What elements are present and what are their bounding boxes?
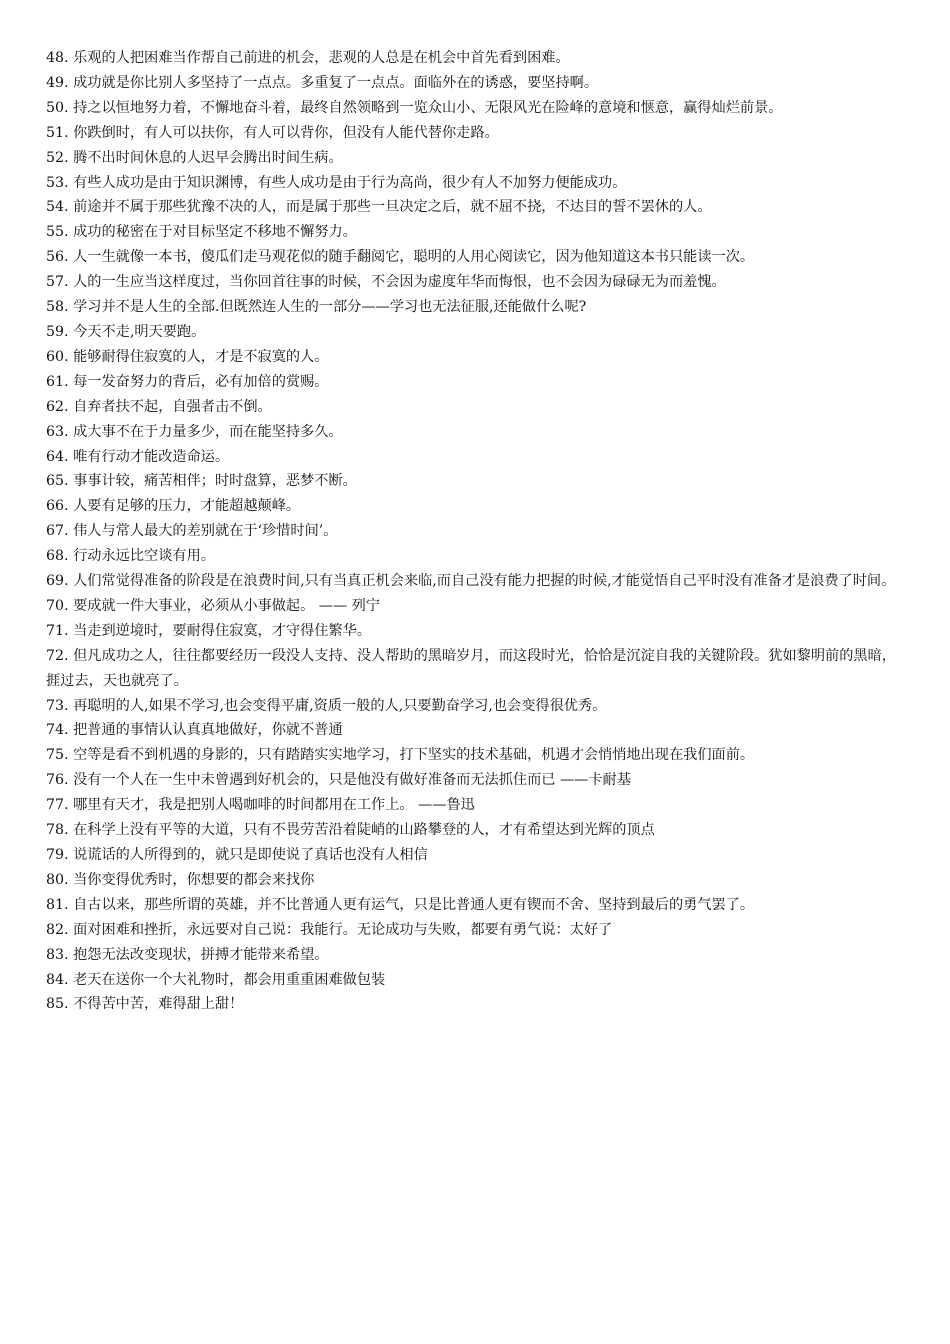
quote-83: 83. 抱怨无法改变现状，拼搏才能带来希望。: [46, 946, 329, 963]
quote-58: 58. 学习并不是人生的全部.但既然连人生的一部分——学习也无法征服,还能做什么呢?: [46, 299, 587, 316]
quote-81: 81. 自古以来，那些所谓的英雄，并不比普通人更有运气，只是比普通人更有锲而不舍、坚持到最后的勇气罢了。: [46, 896, 755, 913]
quote-72: 72. 但凡成功之人，往往都要经历一段没人支持、没人帮助的黑暗岁月，而这段时光，恰恰是沉淀自我的关键阶段。犹如黎明前的黑暗，捱过去，天也就亮了。: [46, 647, 896, 689]
quote-61: 61. 每一发奋努力的背后，必有加倍的赏赐。: [46, 373, 329, 390]
quote-70: 70. 要成就一件大事业，必须从小事做起。 —— 列宁: [46, 597, 381, 614]
quote-53: 53. 有些人成功是由于知识渊博，有些人成功是由于行为高尚，很少有人不加努力便能成功。: [46, 174, 627, 191]
quote-list: [46, 46, 908, 1017]
quote-71: 71. 当走到逆境时，要耐得住寂寞，才守得住繁华。: [46, 622, 372, 639]
quote-52: 52. 腾不出时间休息的人迟早会腾出时间生病。: [46, 149, 343, 166]
quote-69: 69. 人们常觉得准备的阶段是在浪费时间,只有当真正机会来临,而自己没有能力把握的时候,才能觉悟自己平时没有准备才是浪费了时间。: [46, 573, 896, 590]
quote-75: 75. 空等是看不到机遇的身影的，只有踏踏实实地学习，打下坚实的技术基础，机遇才会悄悄地出现在我们面前。: [46, 747, 755, 764]
quote-56: 56. 人一生就像一本书，傻瓜们走马观花似的随手翻阅它，聪明的人用心阅读它，因为他知道这本书只能读一次。: [46, 249, 755, 266]
quote-73: 73. 再聪明的人,如果不学习,也会变得平庸,资质一般的人,只要勤奋学习,也会变得很优秀。: [46, 697, 607, 714]
quote-55: 55. 成功的秘密在于对目标坚定不移地不懈努力。: [46, 224, 357, 241]
quote-84: 84. 老天在送你一个大礼物时，都会用重重困难做包装: [46, 971, 386, 988]
quote-76: 76. 没有一个人在一生中未曾遇到好机会的，只是他没有做好准备而无法抓住而已 ——卡耐基: [46, 772, 631, 789]
quote-66: 66. 人要有足够的压力，才能超越颠峰。: [46, 498, 301, 515]
quote-67: 67. 伟人与常人最大的差别就在于‘珍惜时间’。: [46, 523, 338, 540]
quote-85: 85. 不得苦中苦，难得甜上甜！: [46, 996, 244, 1013]
quote-50: 50. 持之以恒地努力着，不懈地奋斗着，最终自然领略到一览众山小、无限风光在险峰的意境和惬意，赢得灿烂前景。: [46, 99, 783, 116]
quote-62: 62. 自弃者扶不起，自强者击不倒。: [46, 398, 272, 415]
quote-65: 65. 事事计较，痛苦相伴；时时盘算，恶梦不断。: [46, 473, 357, 490]
quote-82: 82. 面对困难和挫折，永远要对自己说：我能行。无论成功与失败，都要有勇气说：太好了: [46, 921, 613, 938]
quote-79: 79. 说谎话的人所得到的，就只是即使说了真话也没有人相信: [46, 847, 428, 863]
quote-48: 48. 乐观的人把困难当作帮自己前进的机会，悲观的人总是在机会中首先看到困难。: [46, 50, 570, 66]
quote-54: 54. 前途并不属于那些犹豫不决的人，而是属于那些一旦决定之后，就不屈不挠，不达目的誓不罢休的人。: [46, 199, 712, 216]
quote-64: 64. 唯有行动才能改造命运。: [46, 448, 230, 465]
quote-49: 49. 成功就是你比别人多坚持了一点点。多重复了一点点。面临外在的诱惑，要坚持啊。: [46, 74, 599, 91]
quote-80: 80. 当你变得优秀时，你想要的都会来找你: [46, 871, 315, 888]
quote-60: 60. 能够耐得住寂寞的人，才是不寂寞的人。: [46, 348, 329, 365]
quote-78: 78. 在科学上没有平等的大道，只有不畏劳苦沿着陡峭的山路攀登的人，才有希望达到光辉的顶点: [46, 822, 655, 839]
quote-51: 51. 你跌倒时，有人可以扶你，有人可以背你，但没有人能代替你走路。: [46, 124, 499, 141]
quote-68: 68. 行动永远比空谈有用。: [46, 548, 215, 565]
quote-77: 77. 哪里有天才，我是把别人喝咖啡的时间都用在工作上。 ——鲁迅: [46, 797, 475, 814]
quote-74: 74. 把普通的事情认认真真地做好，你就不普通: [46, 722, 343, 739]
quote-59: 59. 今天不走,明天要跑。: [46, 323, 206, 340]
quote-57: 57. 人的一生应当这样度过，当你回首往事的时候，不会因为虚度年华而悔恨，也不会因为碌碌无为而羞愧。: [46, 274, 726, 291]
quote-63: 63. 成大事不在于力量多少，而在能坚持多久。: [46, 423, 343, 440]
